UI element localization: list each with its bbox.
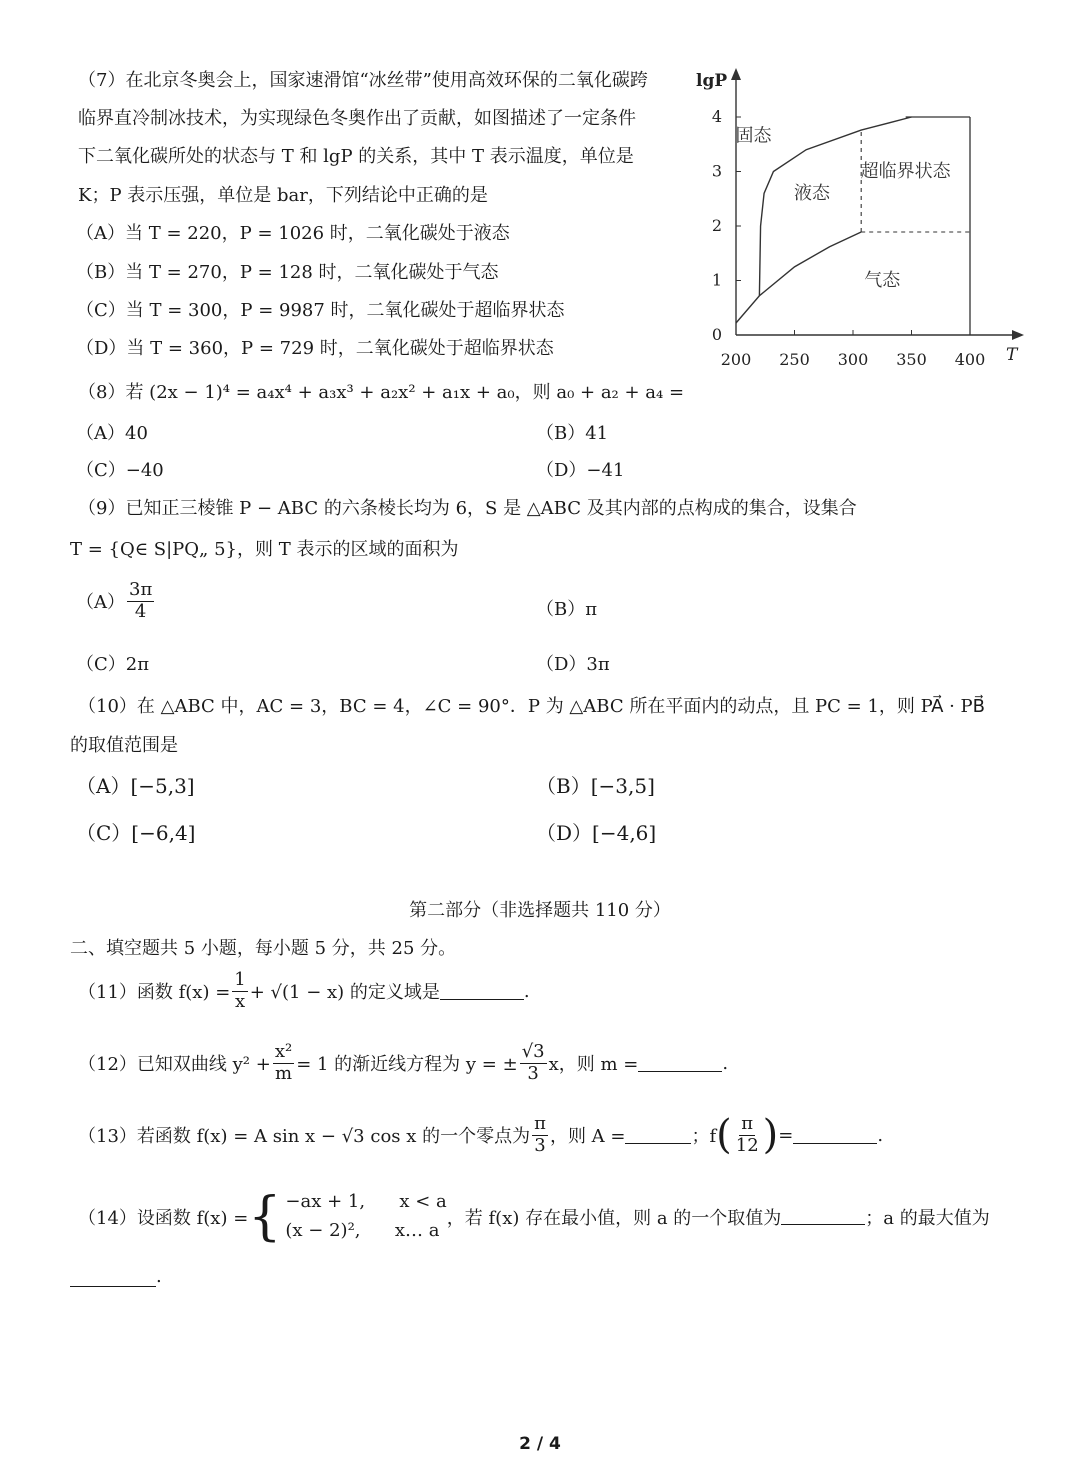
q13-numerator-2: π	[741, 1113, 754, 1134]
q13-left-paren: (	[716, 1112, 732, 1159]
q11-prefix: （11）函数 f(x) =	[78, 982, 231, 1004]
y-tick-label: 4	[711, 107, 722, 126]
q13-end: .	[877, 1124, 884, 1146]
q11-fraction	[232, 970, 247, 1012]
y-tick-label: 2	[711, 216, 722, 235]
q13-fraction	[532, 1114, 548, 1156]
q11-denominator: x	[234, 990, 246, 1012]
x-tick-label: 250	[779, 350, 810, 369]
y-tick-label: 3	[711, 161, 722, 181]
q9-option-d: （D）3π	[536, 654, 610, 675]
q14-brace: {	[248, 1186, 282, 1247]
q9-option-b: （B）π	[536, 599, 598, 620]
q8-option-c: （C）−40	[76, 460, 164, 481]
q11-middle: + √(1 − x) 的定义域是	[249, 982, 440, 1004]
q14-prefix: （14）设函数 f(x) =	[78, 1207, 249, 1229]
q13-prefix: （13）若函数 f(x) = A sin x − √3 cos x 的一个零点为	[78, 1126, 531, 1148]
q14-end: .	[156, 1266, 162, 1287]
q12-middle: = 1 的渐近线方程为 y = ±	[296, 1054, 518, 1076]
q7-line1: （7）在北京冬奥会上，国家速滑馆“冰丝带”使用高效环保的二氧化碳跨	[78, 70, 648, 91]
q13-stem	[78, 1112, 884, 1159]
q14-middle: ，若 f(x) 存在最小值，则 a 的一个取值为	[446, 1207, 782, 1229]
phase-boundary-curve-1	[736, 232, 861, 323]
q14-answer-blank-2[interactable]	[70, 1270, 156, 1287]
q9-option-a-label: （A）	[76, 592, 125, 614]
q9-line1: （9）已知正三棱锥 P − ABC 的六条棱长均为 6，S 是 △ABC 及其内部的点构成的集合，设集合	[78, 498, 857, 519]
q14-answer-blank-1[interactable]	[781, 1208, 865, 1225]
q9-option-a	[76, 580, 156, 622]
phase-boundary-curve-2	[759, 117, 911, 296]
q13-middle: ，则 A =	[549, 1126, 626, 1148]
q13-fraction-2	[734, 1114, 761, 1156]
q13-answer-blank-1[interactable]	[625, 1127, 691, 1144]
y-axis-label: lgP	[696, 71, 728, 91]
region-label: 固态	[735, 125, 772, 147]
q13-answer-blank-2[interactable]	[793, 1127, 877, 1144]
q8-option-a: （A）40	[76, 423, 148, 444]
q9-option-a-denominator: 4	[134, 600, 147, 622]
q10-option-b: （B）[−3,5]	[536, 774, 655, 798]
q14-piecewise	[248, 1188, 447, 1246]
q11-stem	[78, 970, 530, 1012]
q12-fraction-2	[520, 1042, 547, 1084]
q9-option-a-fraction	[127, 580, 154, 622]
y-tick-label: 1	[711, 270, 722, 290]
q12-numerator: x²	[274, 1041, 293, 1062]
x-tick-label: 350	[896, 350, 927, 369]
region-label: 液态	[794, 182, 831, 204]
q13-middle-3: =	[778, 1124, 794, 1146]
q12-denominator-2: 3	[527, 1062, 539, 1084]
q13-numerator: π	[534, 1113, 546, 1134]
q8-option-b: （B）41	[536, 423, 609, 444]
q12-denominator: m	[274, 1062, 293, 1084]
q10-option-a: （A）[−5,3]	[76, 774, 195, 798]
x-tick-label: 200	[720, 350, 752, 369]
x-axis-arrow	[1012, 330, 1024, 340]
part2-heading: 第二部分（非选择题共 110 分）	[409, 900, 671, 921]
q9-option-a-numerator: 3π	[129, 579, 153, 600]
q7-option-c: （C）当 T = 300，P = 9987 时，二氧化碳处于超临界状态	[76, 300, 565, 321]
q12-answer-blank[interactable]	[638, 1055, 722, 1072]
q13-denominator: 3	[534, 1134, 546, 1156]
q9-option-c: （C）2π	[76, 654, 150, 675]
region-label: 超临界状态	[860, 160, 951, 182]
y-axis-arrow	[731, 68, 741, 80]
q8-option-d: （D）−41	[536, 460, 625, 481]
q13-right-paren: )	[762, 1112, 779, 1159]
q7-option-b: （B）当 T = 270，P = 128 时，二氧化碳处于气态	[76, 262, 499, 283]
q10-option-c: （C）[−6,4]	[76, 821, 196, 845]
x-axis-label: T	[1006, 345, 1018, 365]
x-tick-label: 300	[837, 350, 869, 369]
q14-rows	[285, 1188, 446, 1246]
q13-middle-2: ；f	[691, 1126, 717, 1148]
q10-option-d: （D）[−4,6]	[536, 821, 657, 845]
q9-line2: T = {Q∈ S|PQ„ 5}，则 T 表示的区域的面积为	[70, 539, 459, 560]
q14-stem	[78, 1188, 990, 1246]
q10-line2: 的取值范围是	[70, 735, 178, 756]
part2-section-title: 二、填空题共 5 小题，每小题 5 分，共 25 分。	[70, 938, 457, 959]
q14-row-2: (x − 2)², x… a	[285, 1219, 440, 1241]
q12-end: .	[722, 1052, 729, 1074]
q7-line3: 下二氧化碳所处的状态与 T 和 lgP 的关系，其中 T 表示温度，单位是	[78, 146, 634, 167]
q7-option-a: （A）当 T = 220，P = 1026 时，二氧化碳处于液态	[76, 223, 510, 244]
q13-denominator-2: 12	[735, 1134, 759, 1156]
y-tick-label: 0	[711, 325, 722, 344]
q12-fraction	[273, 1042, 294, 1084]
q10-line1: （10）在 △ABC 中，AC = 3，BC = 4，∠C = 90°．P 为 △ABC 所在平面内的动点，且 PC = 1，则 PA⃗ · PB⃗	[78, 696, 986, 717]
q11-answer-blank[interactable]	[440, 983, 524, 1000]
q8-stem: （8）若 (2x − 1)⁴ = a₄x⁴ + a₃x³ + a₂x² + a₁x + a₀，则 a₀ + a₂ + a₄ =	[78, 382, 685, 403]
x-tick-label: 400	[954, 350, 986, 369]
q7-option-d: （D）当 T = 360，P = 729 时，二氧化碳处于超临界状态	[76, 338, 554, 359]
q12-numerator-2: √3	[521, 1041, 545, 1062]
phase-diagram-chart	[690, 60, 1030, 380]
q14-row-1: −ax + 1, x < a	[285, 1191, 447, 1212]
q12-prefix: （12）已知双曲线 y² +	[78, 1054, 271, 1076]
page-number: 2 / 4	[519, 1434, 561, 1454]
q7-line2: 临界直冷制冰技术，为实现绿色冬奥作出了贡献，如图描述了一定条件	[78, 108, 636, 129]
q12-stem	[78, 1042, 728, 1084]
region-label: 气态	[864, 269, 901, 291]
q7-line4: K；P 表示压强，单位是 bar，下列结论中正确的是	[78, 185, 488, 206]
q14-continuation	[70, 1266, 162, 1287]
q12-middle-2: x，则 m =	[548, 1054, 639, 1076]
q11-end: .	[523, 980, 530, 1002]
q14-middle-2: ；a 的最大值为	[865, 1207, 990, 1229]
q11-numerator: 1	[234, 969, 246, 990]
